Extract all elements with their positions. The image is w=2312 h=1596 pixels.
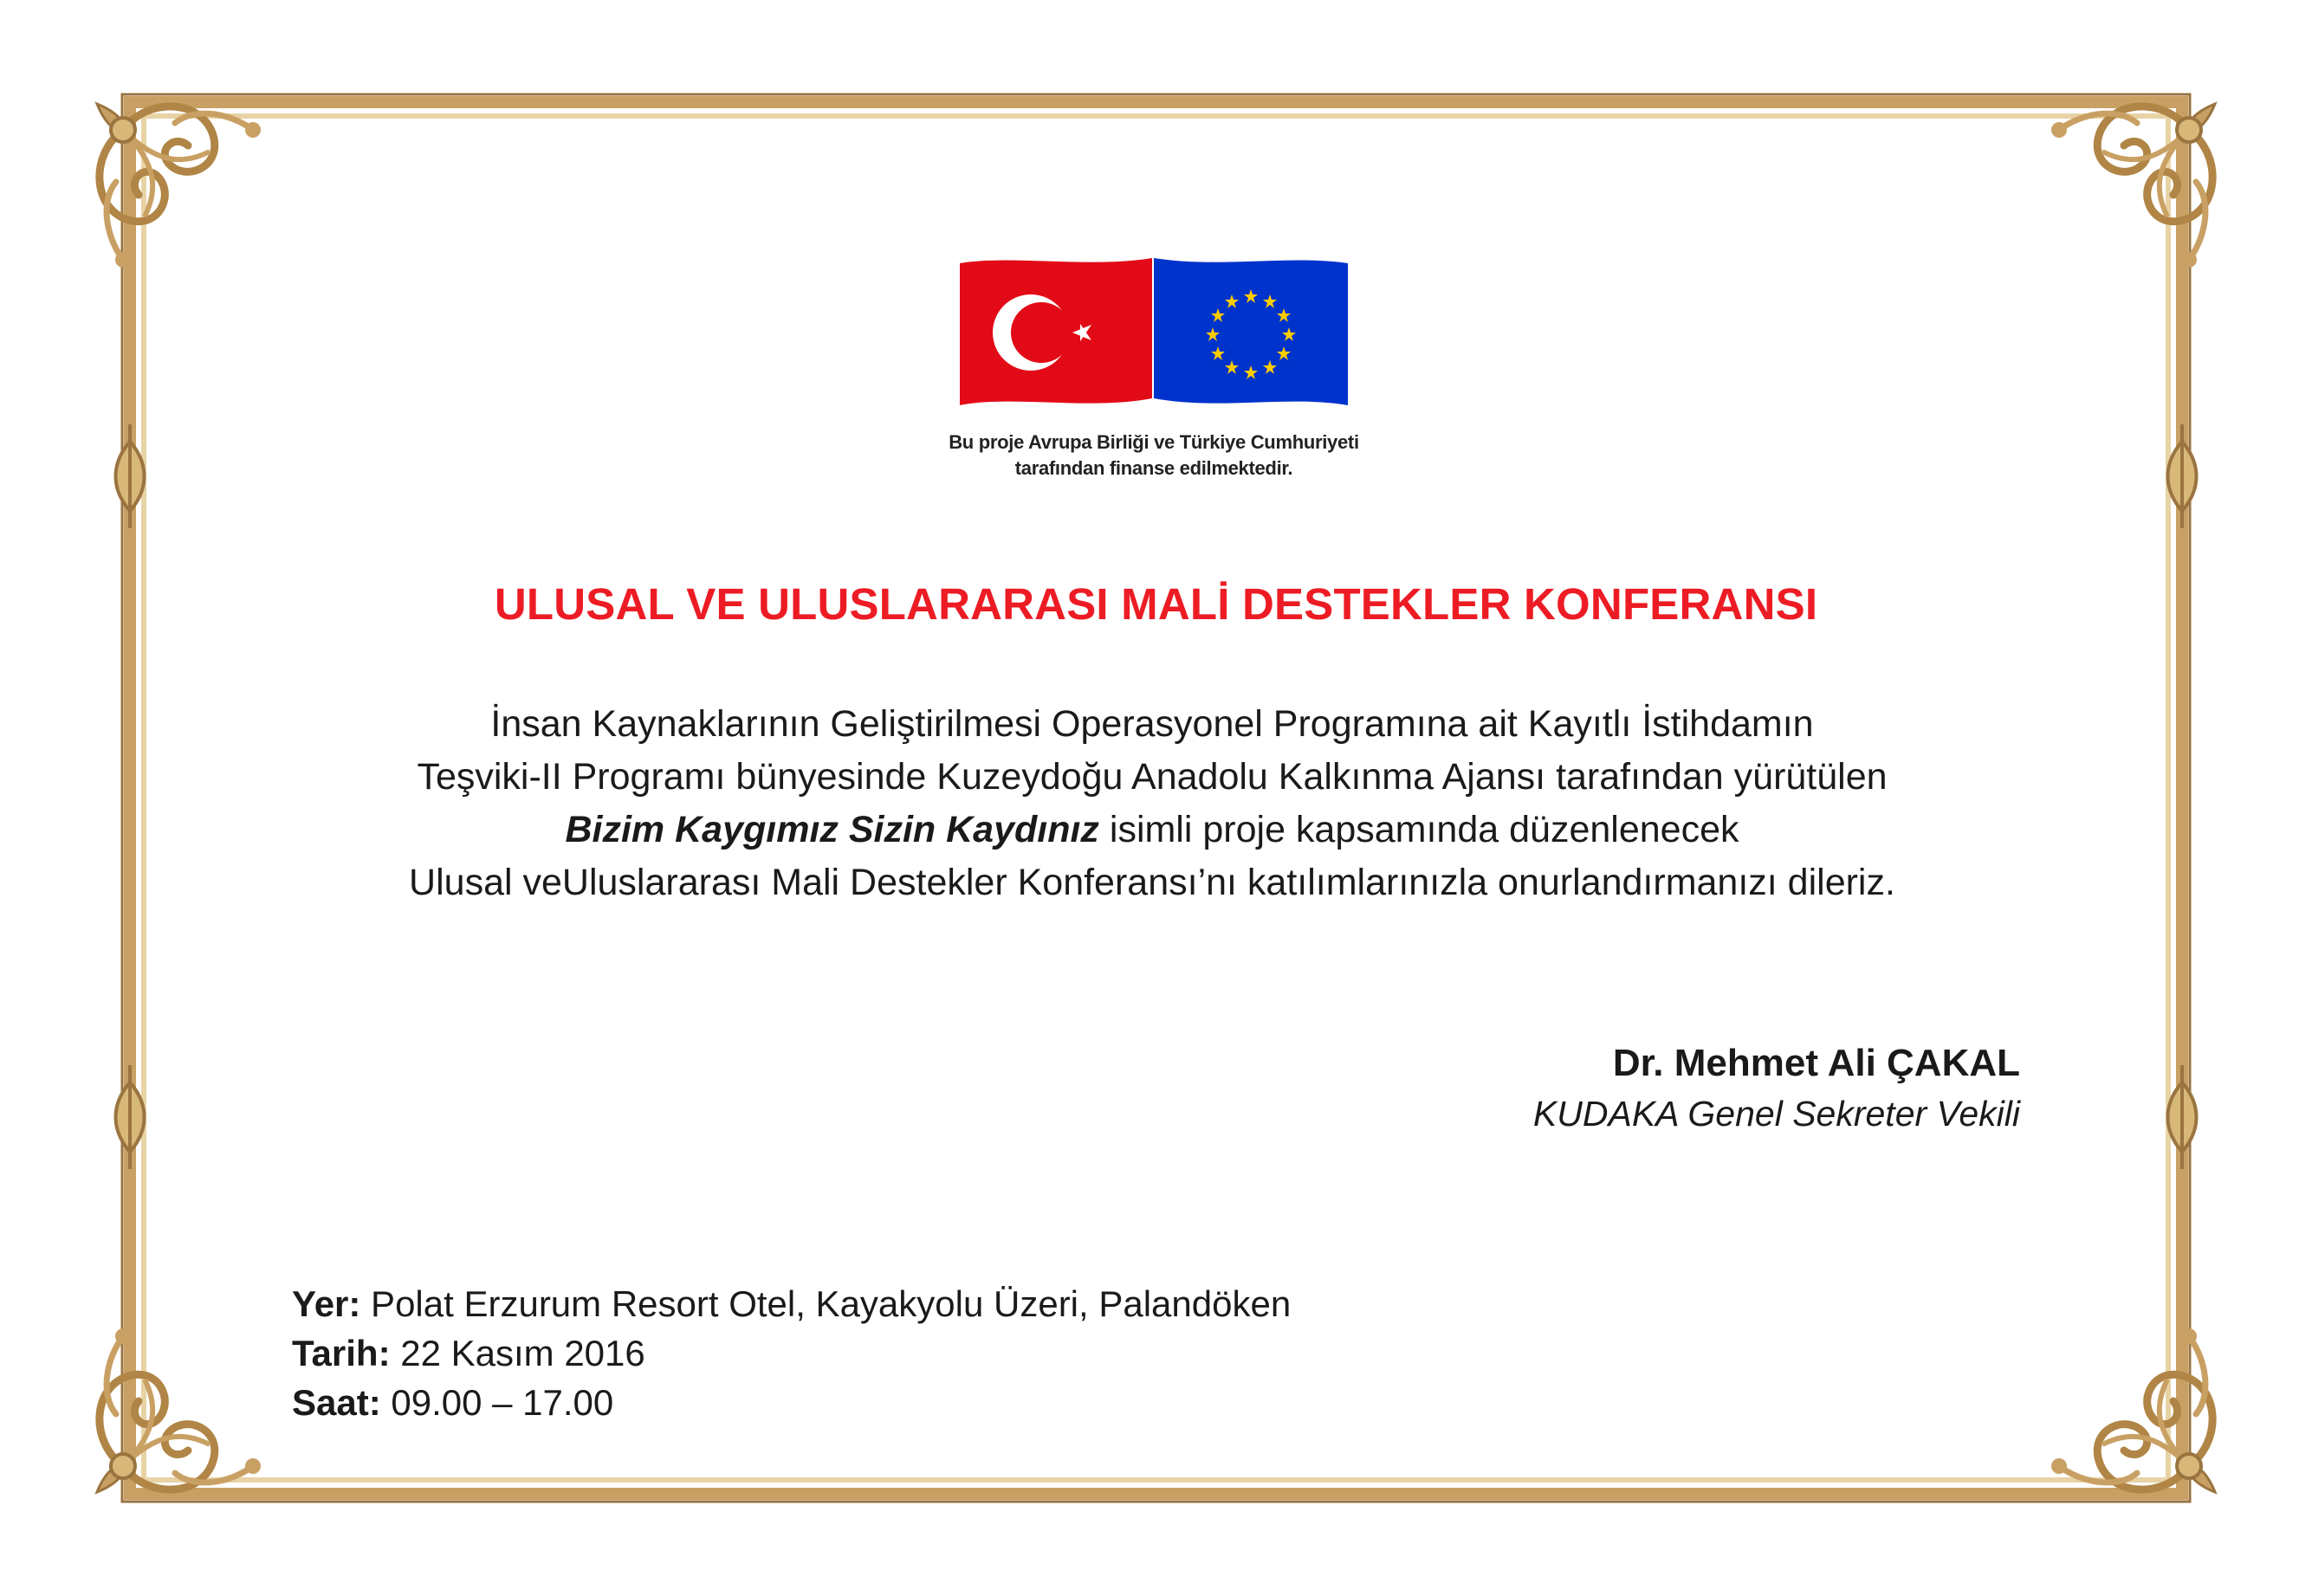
body-line-3: [217, 804, 2088, 856]
event-details: [292, 1279, 1291, 1427]
eu-flag-icon: [1154, 258, 1348, 405]
funding-caption-line-1: Bu proje Avrupa Birliği ve Türkiye Cumhuriyeti: [949, 431, 1359, 453]
invitation-body: [217, 698, 2088, 909]
detail-place: [292, 1279, 1291, 1328]
funding-caption: [918, 430, 1389, 481]
body-line-1: İnsan Kaynaklarının Geliştirilmesi Operasyonel Programına ait Kayıtlı İstihdamın: [490, 703, 1814, 745]
date-value: 22 Kasım 2016: [390, 1333, 645, 1373]
detail-time: [292, 1378, 1291, 1427]
flags-logo: [960, 256, 1348, 410]
time-label: Saat:: [292, 1382, 381, 1423]
signatory-name: Dr. Mehmet Ali ÇAKAL: [1612, 1042, 2020, 1084]
project-name: Bizim Kaygımız Sizin Kaydınız: [565, 809, 1099, 850]
body-line-4: Ulusal veUluslararası Mali Destekler Konferansı’nı katılımlarınızla onurlandırmanızı dileriz.: [409, 862, 1895, 903]
place-value: Polat Erzurum Resort Otel, Kayakyolu Üzeri, Palandöken: [360, 1283, 1292, 1324]
conference-title: ULUSAL VE ULUSLARARASI MALİ DESTEKLER KONFERANSI: [494, 579, 1818, 629]
body-line-3-rest: isimli proje kapsamında düzenlenecek: [1098, 809, 1739, 850]
turkey-flag-icon: [960, 258, 1152, 405]
signatory-role: KUDAKA Genel Sekreter Vekili: [1532, 1094, 2020, 1134]
date-label: Tarih:: [292, 1333, 391, 1373]
funding-caption-line-2: tarafından finanse edilmektedir.: [1014, 457, 1293, 479]
body-line-2: Teşviki-II Programı bünyesinde Kuzeydoğu Anadolu Kalkınma Ajansı tarafından yürütülen: [417, 756, 1888, 798]
time-value: 09.00 – 17.00: [380, 1382, 614, 1423]
detail-date: [292, 1328, 1291, 1378]
place-label: Yer:: [292, 1283, 361, 1324]
signature-block: [1533, 1037, 2020, 1138]
